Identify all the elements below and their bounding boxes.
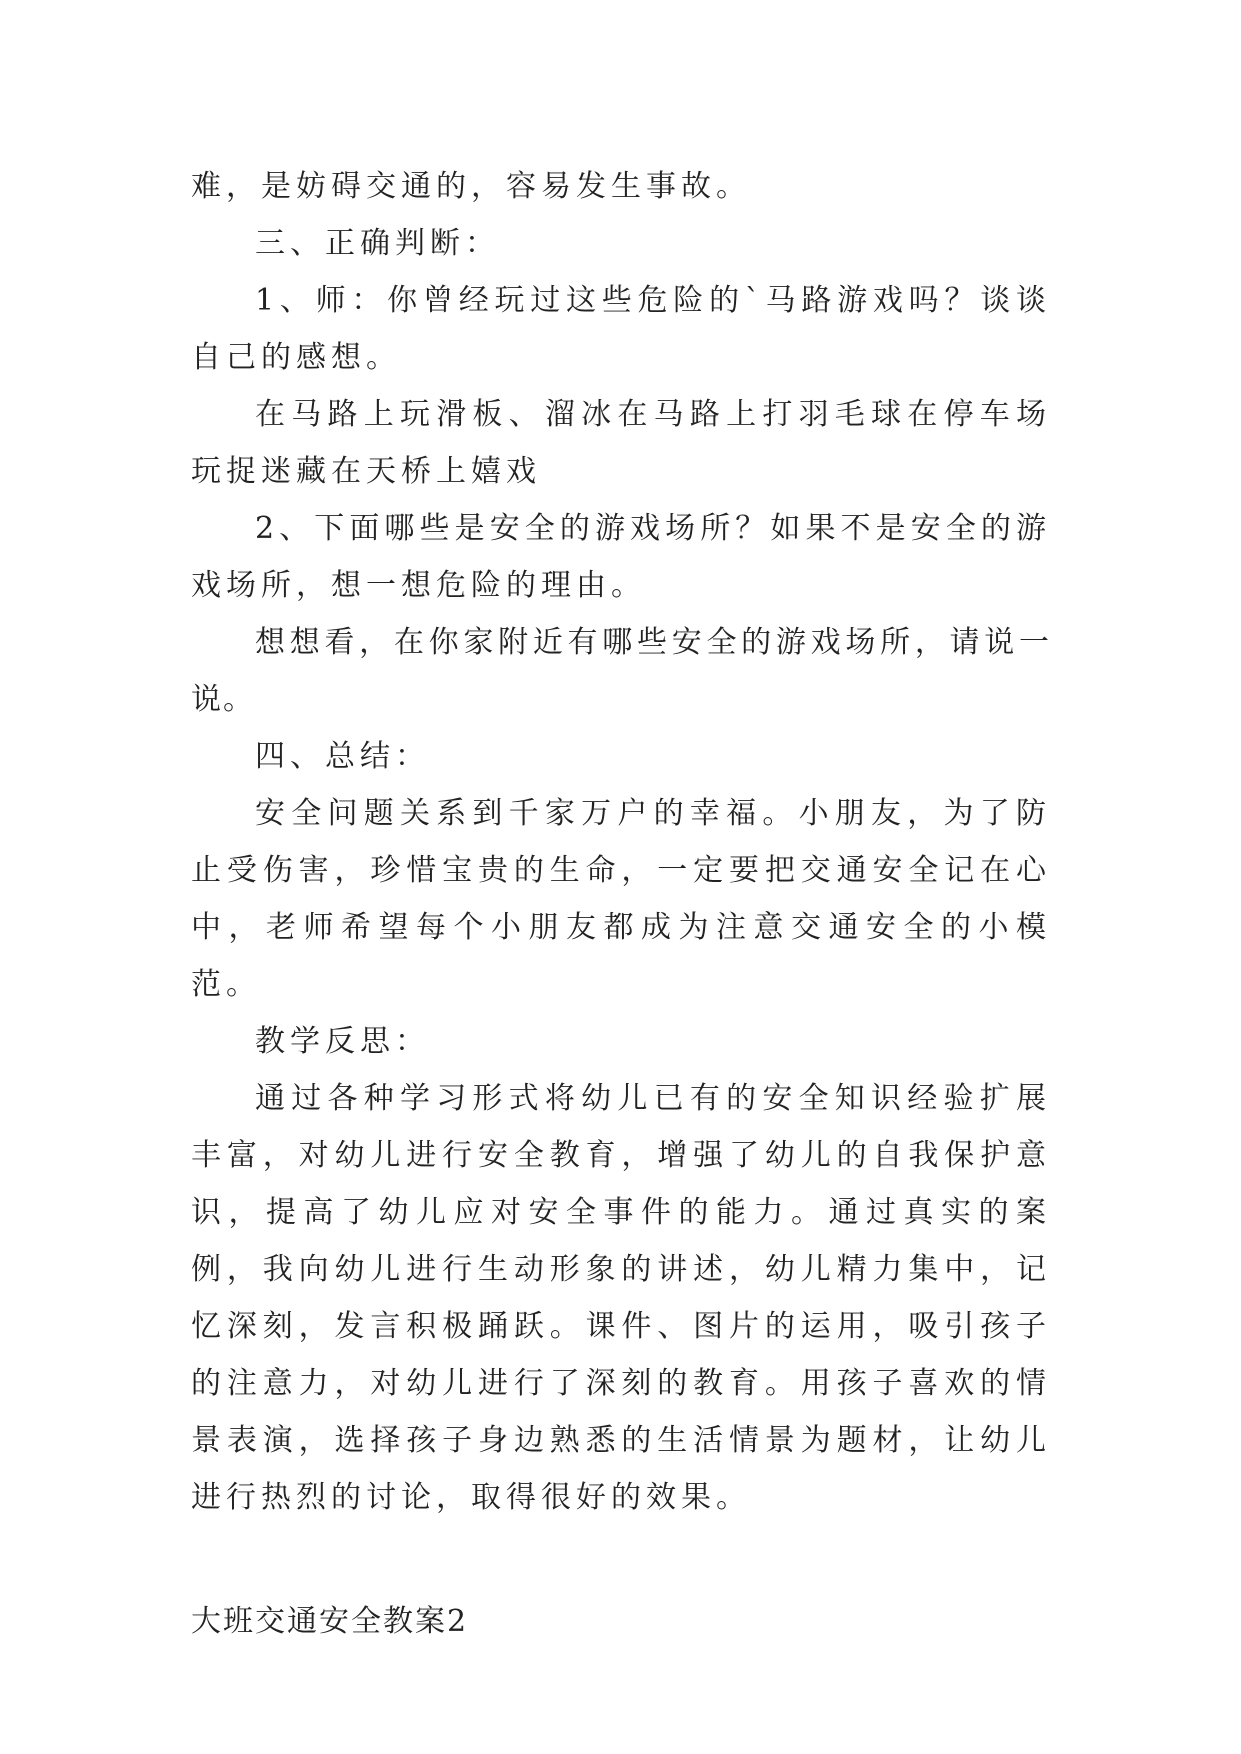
heading-summary: 四、总结： xyxy=(255,739,430,774)
document-body xyxy=(191,158,1051,1650)
paragraph-question-2: 2、下面哪些是安全的游戏场所？如果不是安全的游戏场所，想一想危险的理由。 xyxy=(191,511,1051,603)
heading-reflection: 教学反思： xyxy=(255,1024,430,1059)
paragraph-summary: 安全问题关系到千家万户的幸福。小朋友，为了防止受伤害，珍惜宝贵的生命，一定要把交通安全记在心中，老师希望每个小朋友都成为注意交通安全的小模范。 xyxy=(191,796,1051,1002)
paragraph-question-1: 1、师：你曾经玩过这些危险的`马路游戏吗？谈谈自己的感想。 xyxy=(191,283,1051,375)
paragraph-dangerous-games: 在马路上玩滑板、溜冰在马路上打羽毛球在停车场玩捉迷藏在天桥上嬉戏 xyxy=(191,397,1051,489)
heading-correct-judgment: 三、正确判断： xyxy=(255,226,500,261)
paragraph-think-nearby: 想想看，在你家附近有哪些安全的游戏场所，请说一说。 xyxy=(191,625,1051,717)
paragraph-continuation: 难，是妨碍交通的，容易发生事故。 xyxy=(191,169,751,204)
blank-line xyxy=(191,1526,1051,1583)
section-title: 大班交通安全教案2 xyxy=(191,1604,469,1639)
paragraph-reflection: 通过各种学习形式将幼儿已有的安全知识经验扩展丰富，对幼儿进行安全教育，增强了幼儿的自我保护意识，提高了幼儿应对安全事件的能力。通过真实的案例，我向幼儿进行生动形象的讲述，幼儿精力集中，记忆深刻，发言积极踊跃。课件、图片的运用，吸引孩子的注意力，对幼儿进行了深刻的教育。用孩子喜欢的情景表演，选择孩子身边熟悉的生活情景为题材，让幼儿进行热烈的讨论，取得很好的效果。 xyxy=(191,1081,1051,1515)
